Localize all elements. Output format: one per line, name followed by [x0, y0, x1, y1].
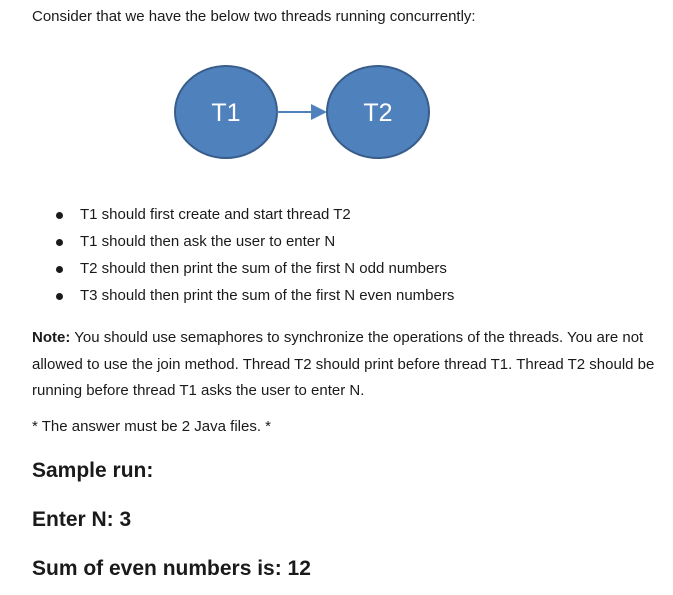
note-label: Note: — [32, 329, 71, 346]
note-paragraph — [32, 325, 662, 405]
intro-text: Consider that we have the below two threads running concurrently: — [32, 8, 476, 25]
requirements-list — [52, 205, 454, 313]
list-item — [52, 232, 454, 259]
bullet-icon — [56, 266, 63, 273]
bullet-icon — [56, 212, 63, 219]
bullet-icon — [56, 239, 63, 246]
node-t2-label: T2 — [363, 99, 393, 127]
note-text: You should use semaphores to synchronize the operations of the threads. You are not allowed to use the join method. Thread T2 should print before thread T1. Thread T2 should be running before thread T1 asks the user to enter N. — [32, 329, 655, 399]
list-item — [52, 205, 454, 232]
list-item-text: T3 should then print the sum of the first N even numbers — [80, 287, 455, 304]
list-item — [52, 286, 454, 313]
sample-run-heading: Sample run: — [32, 459, 154, 482]
answer-note: * The answer must be 2 Java files. * — [32, 418, 272, 435]
list-item-text: T1 should first create and start thread T2 — [80, 206, 351, 223]
list-item — [52, 259, 454, 286]
sample-line-enter-n: Enter N: 3 — [32, 508, 132, 531]
thread-diagram — [170, 62, 430, 162]
sample-line-sum: Sum of even numbers is: 12 — [32, 557, 311, 580]
node-t1-label: T1 — [211, 99, 241, 127]
list-item-text: T2 should then print the sum of the first N odd numbers — [80, 260, 447, 277]
bullet-icon — [56, 293, 63, 300]
list-item-text: T1 should then ask the user to enter N — [80, 233, 336, 250]
